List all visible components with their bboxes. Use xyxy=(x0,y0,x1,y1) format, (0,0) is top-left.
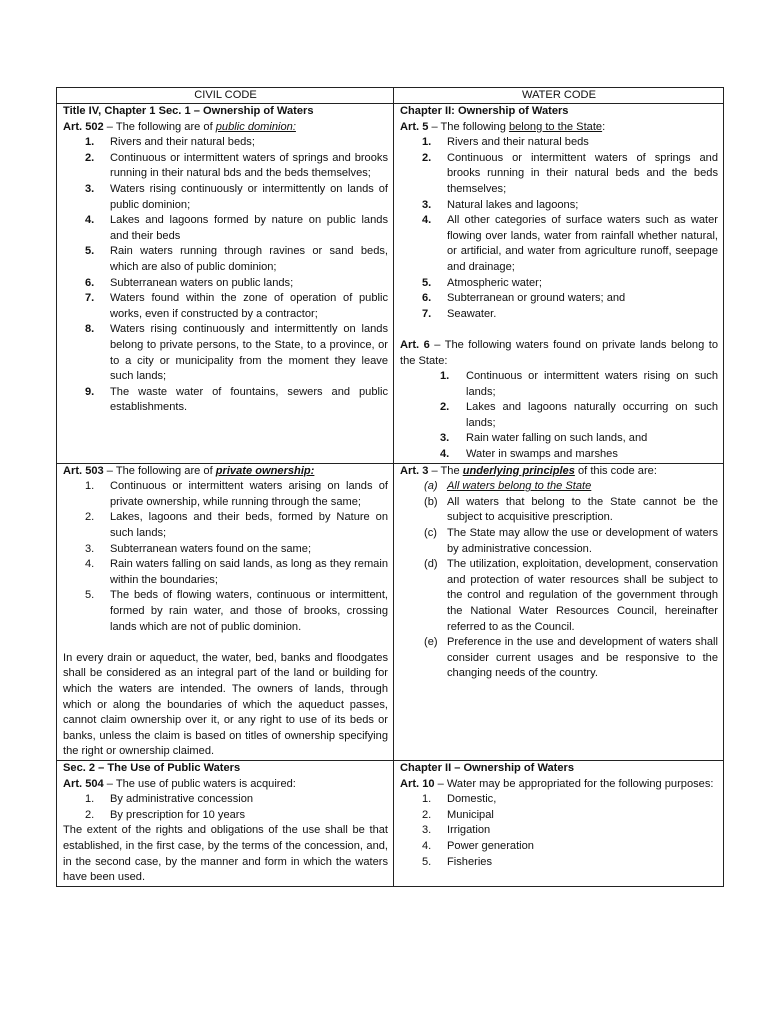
list-text: All waters that belong to the State cannot be the subject to acquisitive prescription. xyxy=(447,495,718,524)
spacer xyxy=(400,322,718,338)
list-item xyxy=(400,479,718,495)
paragraph: The extent of the rights and obligations of the use shall be that established, in the first case, by the terms of the concession, and, in the second case, by the manner and form in which the waters have been used. xyxy=(63,824,388,884)
list-item xyxy=(63,135,388,151)
list-number: 3. xyxy=(85,182,95,195)
section-heading: Title IV, Chapter 1 Sec. 1 – Ownership of Waters xyxy=(63,105,314,117)
list-text: Continuous or intermittent waters of springs and brooks running in their natural bds and the beds themselves; xyxy=(110,151,388,180)
list-text: Rain water falling on such lands, and xyxy=(466,432,648,445)
list-text: Rain waters running through ravines or sand beds, which are also of public dominion; xyxy=(110,245,388,273)
list-text: Rivers and their natural beds; xyxy=(110,136,255,149)
article-label: Art. 10 xyxy=(400,777,435,790)
list-item xyxy=(63,557,388,588)
list-text: Municipal xyxy=(447,808,494,821)
water-code-cell xyxy=(394,760,724,886)
list-item xyxy=(400,276,718,292)
table-row xyxy=(57,104,724,464)
list-item xyxy=(63,276,388,292)
list-text: Lakes, lagoons and their beds, formed by Nature on such lands; xyxy=(110,511,388,540)
list-item xyxy=(63,182,388,213)
water-code-cell xyxy=(394,463,724,760)
list-text: All other categories of surface waters such as water flowing over lands, water from rainfall whether natural, or artificial, and water from agriculture runoff, seepage and drainage; xyxy=(447,214,718,273)
article-label: Art. 5 xyxy=(400,120,429,133)
list-text: Domestic, xyxy=(447,793,497,806)
article-tail: : xyxy=(602,120,606,133)
section-heading: Chapter II: Ownership of Waters xyxy=(400,105,569,117)
list-item xyxy=(400,431,718,447)
list-item xyxy=(400,557,718,635)
list-number: 1. xyxy=(85,136,95,149)
list-number: 4. xyxy=(85,214,95,227)
list-number: 5. xyxy=(85,245,95,258)
list-number: (e) xyxy=(424,636,438,649)
list-number: 7. xyxy=(85,292,95,305)
list-number: 6. xyxy=(422,292,432,305)
list-number: 8. xyxy=(85,323,95,336)
list-number: 1. xyxy=(440,370,450,383)
table-row xyxy=(57,463,724,760)
list-number: 4. xyxy=(85,558,95,571)
list-number: 6. xyxy=(85,276,95,289)
civil-code-cell xyxy=(57,760,394,886)
civil-code-header: CIVIL CODE xyxy=(57,88,394,104)
list-item xyxy=(400,198,718,214)
list-item xyxy=(400,400,718,431)
article-list xyxy=(63,792,388,823)
list-item xyxy=(400,151,718,198)
list-item xyxy=(400,823,718,839)
article-emphasis: underlying principles xyxy=(462,464,575,477)
list-item xyxy=(400,526,718,557)
article-label: Art. 504 xyxy=(63,777,104,790)
list-text: Irrigation xyxy=(447,824,491,837)
article-label: Art. 3 xyxy=(400,464,429,477)
list-text: Continuous or intermittent waters arising on lands of private ownership, while running through the same; xyxy=(110,480,388,508)
list-text: Subterranean or ground waters; and xyxy=(447,292,626,305)
article-label: Art. 502 xyxy=(63,120,104,133)
list-text: Lakes and lagoons formed by nature on public lands and their beds xyxy=(110,214,388,242)
civil-code-cell xyxy=(57,104,394,464)
list-item xyxy=(63,151,388,182)
list-item xyxy=(400,369,718,400)
list-number: 2. xyxy=(85,511,95,524)
civil-code-cell xyxy=(57,463,394,760)
list-item xyxy=(63,291,388,322)
list-text: Continuous or intermittent waters rising on such lands; xyxy=(466,370,718,398)
list-item xyxy=(63,244,388,275)
list-item xyxy=(400,135,718,151)
list-number: 4. xyxy=(422,839,432,852)
list-item xyxy=(400,291,718,307)
list-number: (b) xyxy=(424,495,438,508)
list-text: By prescription for 10 years xyxy=(110,808,246,821)
list-item xyxy=(400,447,718,463)
article-label: Art. 503 xyxy=(63,464,104,477)
article-intro xyxy=(400,777,718,793)
list-text: Waters found within the zone of operation of public works, even if constructed by a contractor; xyxy=(110,292,388,320)
list-number: 3. xyxy=(85,542,95,555)
list-item xyxy=(400,307,718,323)
list-number: 5. xyxy=(422,276,432,289)
list-number: 1. xyxy=(422,793,432,806)
list-item xyxy=(63,542,388,558)
list-text: Rivers and their natural beds xyxy=(447,136,589,149)
water-code-cell xyxy=(394,104,724,464)
article-list xyxy=(400,792,718,870)
list-item xyxy=(400,792,718,808)
list-item xyxy=(63,510,388,541)
list-number: 3. xyxy=(440,432,450,445)
list-text: Waters rising continuously or intermittently on lands of public dominion; xyxy=(110,182,388,211)
article-text: – The following xyxy=(428,120,509,133)
article-intro xyxy=(63,777,388,793)
list-text: The State may allow the use or development of waters by administrative concession. xyxy=(447,527,718,555)
list-text: All waters belong to the State xyxy=(447,480,592,493)
list-text: Seawater. xyxy=(447,307,497,320)
list-number: 2. xyxy=(422,808,432,821)
list-item xyxy=(400,839,718,855)
article-text: – The following waters found on private lands belong to the State: xyxy=(400,338,719,367)
list-number: 2. xyxy=(85,151,95,164)
list-text: Continuous or intermittent waters of springs and brooks running in their natural beds and the beds themselves; xyxy=(447,151,718,195)
list-item xyxy=(63,213,388,244)
list-text: Water in swamps and marshes xyxy=(466,448,618,461)
header-row xyxy=(57,88,724,104)
article-label: Art. 6 xyxy=(400,338,430,351)
article-list xyxy=(63,135,388,416)
article-text: – The use of public waters is acquired: xyxy=(103,777,296,790)
list-text: Subterranean waters on public lands; xyxy=(110,276,294,289)
list-number: 4. xyxy=(440,448,450,461)
list-number: 4. xyxy=(422,214,432,227)
article-emphasis: belong to the State xyxy=(508,120,603,133)
list-number: 7. xyxy=(422,307,432,320)
list-text: Fisheries xyxy=(447,855,493,868)
list-item xyxy=(400,495,718,526)
article-list xyxy=(400,369,718,463)
article-text: – The following are of xyxy=(103,120,216,133)
list-number: 1. xyxy=(85,793,95,806)
list-text: The utilization, exploitation, development, conservation and protection of water resources shall be subject to the control and regulation of the government through the National Water Resources Council, hereinafter referred to as the Council. xyxy=(447,558,718,633)
list-item xyxy=(400,808,718,824)
section-heading: Sec. 2 – The Use of Public Waters xyxy=(63,761,241,774)
article-intro xyxy=(63,120,388,136)
list-text: Subterranean waters found on the same; xyxy=(110,542,312,555)
list-item xyxy=(63,479,388,510)
article-intro xyxy=(63,464,388,480)
article-list xyxy=(400,479,718,682)
list-number: 5. xyxy=(422,855,432,868)
list-item xyxy=(63,385,388,416)
article-intro xyxy=(400,464,718,480)
article-tail: of this code are: xyxy=(574,464,657,477)
list-item xyxy=(63,808,388,824)
list-item xyxy=(400,213,718,275)
comparison-table xyxy=(56,87,724,887)
list-text: By administrative concession xyxy=(110,793,254,806)
list-text: Lakes and lagoons naturally occurring on such lands; xyxy=(466,401,718,429)
article-text: – The xyxy=(428,464,463,477)
list-item xyxy=(400,635,718,682)
list-text: Waters rising continuously and intermittently on lands belong to private persons, to the State, to a province, or to a city or municipality from the moment they leave such lands; xyxy=(110,323,388,383)
list-text: Natural lakes and lagoons; xyxy=(447,198,579,211)
section-heading: Chapter II – Ownership of Waters xyxy=(400,761,575,774)
list-text: The waste water of fountains, sewers and public establishments. xyxy=(110,385,388,414)
article-list xyxy=(63,479,388,635)
table-row xyxy=(57,760,724,886)
list-text: Preference in the use and development of waters shall consider current usages and be responsive to the changing needs of the country. xyxy=(447,636,718,680)
list-text: Rain waters falling on said lands, as long as they remain within the boundaries; xyxy=(110,558,388,586)
list-text: Atmospheric water; xyxy=(447,276,542,289)
list-item xyxy=(63,792,388,808)
article-intro xyxy=(400,338,718,369)
list-item xyxy=(63,588,388,635)
spacer xyxy=(63,635,388,651)
article-emphasis: private ownership: xyxy=(215,464,315,477)
article-text: – Water may be appropriated for the following purposes: xyxy=(434,777,714,790)
list-number: 2. xyxy=(85,808,95,821)
list-text: The beds of flowing waters, continuous or intermittent, formed by rain water, and those of brooks, crossing lands which are not of public dominion. xyxy=(110,589,388,633)
list-number: 5. xyxy=(85,589,95,602)
list-number: (c) xyxy=(424,527,437,540)
list-number: (a) xyxy=(424,480,438,493)
list-number: 3. xyxy=(422,824,432,837)
article-list xyxy=(400,135,718,322)
article-emphasis: public dominion: xyxy=(215,120,296,133)
water-code-header: WATER CODE xyxy=(394,88,724,104)
list-number: 1. xyxy=(422,136,432,149)
paragraph: In every drain or aqueduct, the water, bed, banks and floodgates shall be considered as an integral part of the land or building for which the waters are intended. The owners of lands, through which or along the boundaries of which the aqueduct passes, cannot claim ownership over it, or any right to use of its beds or banks, unless the claim is based on titles of ownership specifying the right or ownership claimed. xyxy=(63,651,388,758)
list-item xyxy=(400,855,718,871)
list-number: 2. xyxy=(422,151,432,164)
list-number: 3. xyxy=(422,198,432,211)
list-number: (d) xyxy=(424,558,438,571)
list-text: Power generation xyxy=(447,839,534,852)
article-text: – The following are of xyxy=(103,464,216,477)
list-number: 1. xyxy=(85,480,95,493)
article-intro xyxy=(400,120,718,136)
list-number: 9. xyxy=(85,385,95,398)
list-item xyxy=(63,322,388,384)
list-number: 2. xyxy=(440,401,450,414)
